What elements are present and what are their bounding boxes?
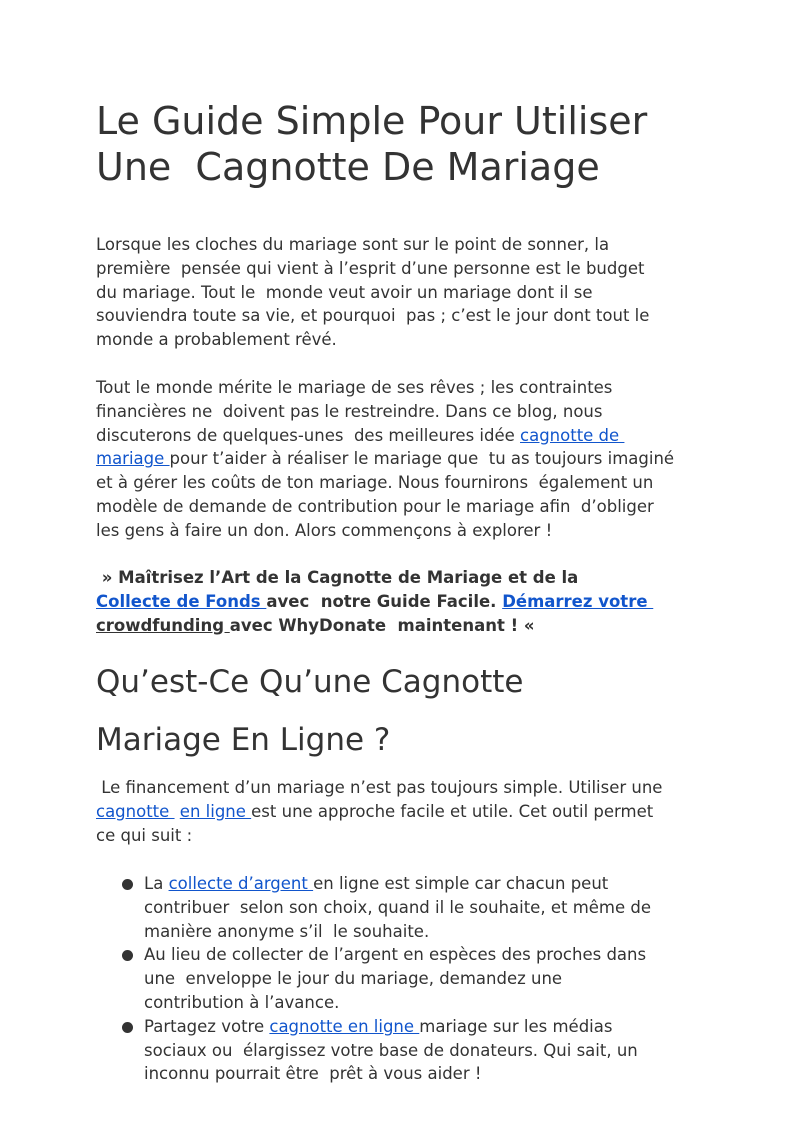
paragraph-text: pour t’aider à réaliser le mariage que tu as toujours imaginé [169,449,675,469]
list-item-text: mariage sur les médias [419,1016,613,1036]
cta-paragraph [96,566,706,637]
list-item [96,943,706,1014]
intro-line: première pensée qui vient à l’esprit d’une personne est le budget [96,258,645,278]
cta-line [96,614,706,638]
paragraph-line: Tout le monde mérite le mariage de ses rêves ; les contraintes [96,378,613,397]
paragraph-text: discuterons de quelques-unes des meilleures idée [96,425,521,445]
cagnotte-de-mariage-link-cont[interactable]: mariage [96,449,170,469]
intro-line: souviendra toute sa vie, et pourquoi pas ; c’est le jour dont tout le [96,306,650,326]
demarrez-votre-crowdfunding-link[interactable]: Démarrez votre [502,591,654,611]
bullet-icon [122,950,133,961]
cta-text: avec notre Guide Facile. [266,591,503,611]
title-line-1: Le Guide Simple Pour Utiliser [96,99,648,143]
cagnotte-link[interactable]: cagnotte [96,801,175,821]
benefits-list [96,872,706,1086]
intro-line: monde a probablement rêvé. [96,330,337,350]
cagnotte-en-ligne-link[interactable]: cagnotte en ligne [269,1016,420,1036]
list-item-line: Au lieu de collecter de l’argent en espèces des proches dans [144,945,647,965]
list-item-text: Partagez votre [144,1016,270,1036]
list-item-line: une enveloppe le jour du mariage, demandez une [144,969,563,989]
paragraph-line: financières ne doivent pas le restreindre. Dans ce blog, nous [96,401,603,421]
collecte-de-fonds-link[interactable]: Collecte de Fonds [96,591,267,611]
page-title [96,98,706,190]
list-item-line: manière anonyme s’il le souhaite. [144,921,430,941]
list-item [96,872,706,943]
paragraph-line: modèle de demande de contribution pour le mariage afin d’obliger [96,496,654,516]
paragraph-text: est une approche facile et utile. Cet outil permet [251,801,654,821]
list-item-line [144,872,706,896]
section-heading-line-2: Mariage En Ligne ? [96,722,391,758]
collecte-dargent-link[interactable]: collecte d’argent [168,874,314,893]
list-item-line: sociaux ou élargissez votre base de donateurs. Qui sait, un [144,1040,638,1060]
en-ligne-link[interactable]: en ligne [179,801,252,821]
paragraph-line [96,424,706,448]
list-item-text: La [144,874,169,893]
list-item-text: en ligne est simple car chacun peut [313,874,609,893]
title-line-2: Une Cagnotte De Mariage [96,145,600,189]
intro-paragraph [96,233,706,352]
list-item-line: inconnu pourrait être prêt à vous aider ! [144,1064,482,1084]
crowdfunding-underlined-text[interactable]: crowdfunding [96,615,230,635]
cta-line [96,590,706,614]
paragraph-line [96,447,706,471]
paragraph-line: ce qui suit : [96,825,193,845]
list-item [96,1015,706,1086]
definition-paragraph [96,776,706,847]
blog-intro-paragraph [96,376,706,543]
bullet-icon [122,1022,133,1033]
bullet-icon [122,879,133,890]
cta-text: avec WhyDonate maintenant ! « [229,615,535,635]
list-item-line: contribuer selon son choix, quand il le souhaite, et même de [144,897,652,917]
intro-line: du mariage. Tout le monde veut avoir un mariage dont il se [96,282,593,302]
section-heading-line-1: Qu’est-Ce Qu’une Cagnotte [96,664,524,700]
cagnotte-de-mariage-link[interactable]: cagnotte de [520,425,625,445]
paragraph-line: les gens à faire un don. Alors commençons à explorer ! [96,520,553,540]
intro-line: Lorsque les cloches du mariage sont sur le point de sonner, la [96,235,610,254]
list-item-line: contribution à l’avance. [144,992,340,1012]
cta-line: » Maîtrisez l’Art de la Cagnotte de Mariage et de la [96,568,579,587]
paragraph-line: et à gérer les coûts de ton mariage. Nous fournirons également un [96,473,654,493]
list-item-line [144,1015,706,1039]
paragraph-line: Le financement d’un mariage n’est pas toujours simple. Utiliser une [96,778,663,797]
paragraph-line [96,800,706,824]
